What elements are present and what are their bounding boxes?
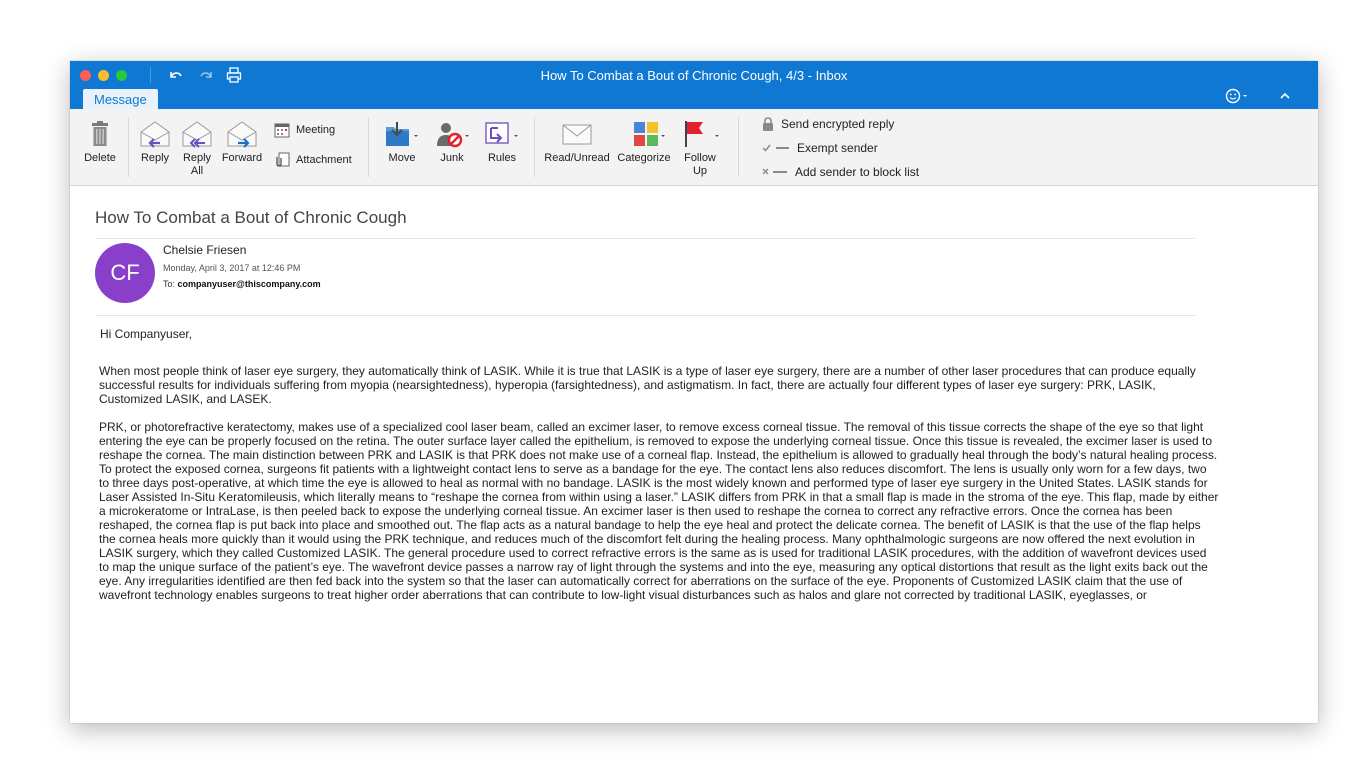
sender-name[interactable]: Chelsie Friesen [163,243,247,257]
categorize-icon [614,119,674,149]
message-paragraph: When most people think of laser eye surgery, they automatically think of LASIK. While it is true that LASIK is a type of laser eye surgery, there are a number of other laser procedures that can produce equally successful results for individuals suffering from myopia (nearsightedness), hyperopia (farsightedness), and astigmatism. In fact, there are actually four different types of laser eye surgery: PRK, LASIK, Customized LASIK, and LASEK. [99,364,1196,406]
rules-button[interactable]: Rules [482,119,522,165]
ribbon-divider [738,117,739,177]
block-sender-button[interactable]: Add sender to block list [762,165,919,179]
x-mark-icon [762,167,788,177]
trash-icon [82,119,118,149]
lock-icon [762,117,774,131]
recipient-line [163,279,321,289]
recipient-address[interactable]: companyuser@thiscompany.com [177,279,321,289]
forward-icon [220,119,264,149]
ribbon-divider [128,117,129,177]
meeting-button[interactable]: Meeting [274,122,335,138]
junk-button[interactable]: Junk [432,119,472,165]
flag-icon [678,119,722,149]
forward-button[interactable]: Forward [220,119,264,165]
attachment-button[interactable]: Attachment [274,152,352,168]
envelope-icon [544,119,610,149]
reply-all-icon [178,119,216,149]
message-greeting: Hi Companyuser, [100,327,193,341]
ribbon-divider [534,117,535,177]
window-title: How To Combat a Bout of Chronic Cough, 4/3 - Inbox [540,68,848,83]
delete-button[interactable]: Delete [82,119,118,165]
junk-person-block-icon [432,119,472,149]
message-subject: How To Combat a Bout of Chronic Cough [95,208,407,227]
send-encrypted-reply-button[interactable]: Send encrypted reply [762,117,894,131]
move-button[interactable]: Move [380,119,424,165]
checkmark-icon [762,143,790,153]
move-folder-icon [380,119,424,149]
reply-all-button[interactable]: Reply All [178,119,216,178]
message-reading-pane [70,186,1318,723]
read-unread-button[interactable]: Read/Unread [544,119,610,165]
reply-icon [136,119,174,149]
mail-window [70,61,1318,723]
tab-message[interactable]: Message [83,89,158,109]
message-paragraph: PRK, or photorefractive keratectomy, makes use of a specialized cool laser beam, called an excimer laser, to remove excess corneal tissue. The removal of this tissue corrects the shape of the eye so that light entering the eye can be properly focused on the retina. The outer surface layer called the epithelium, is removed to expose the underlying corneal tissue. Once this tissue is revealed, the excimer laser is used to reshape the cornea. The main distinction between PRK and LASIK is that PRK does not make use of a corneal flap. Instead, the epithelium is allowed to gradually heal through the body’s natural healing process. To protect the exposed cornea, surgeons fit patients with a lightweight contact lens to serve as a bandage for the eye. The contact lens also reduces discomfort. The lens is usually only worn for a few days, two to three days post-operative, at which time the eye is allowed to heal as normal with no bandage. LASIK is the most widely known and performed type of laser eye surgery in the United States. LASIK stands for Laser Assisted In-Situ Keratomileusis, which literally means to “reshape the cornea from within using a laser.” LASIK differs from PRK in that a small flap is made in the stroma of the eye. This flap, made by either a microkeratome or IntraLase, is then peeled back to expose the underlying corneal tissue. An excimer laser is then used to reshape the cornea to correct any refractive errors. Once the cornea has been reshaped, the cornea flap is put back into place and smoothed out. The flap acts as a natural bandage to help the eye heal and protect the delicate cornea. The benefit of LASIK is that the use of the flap helps the cornea heals more quickly than it would using the PRK technique, and reduces much of the discomfort felt during the healing process. Many ophthalmologic surgeons are now offered the next evolution in LASIK surgery, which they called Customized LASIK. The general procedure used to correct refractive errors is the same as is used for traditional LASIK procedures, with the addition of wavefront devices used to map the unique surface of the patient’s eye. The wavefront device passes a narrow ray of light through the systems and into the eye, measuring any optical distortions that result as the light exits back out the eye. Any irregularities identified are then fed back into the system so that the laser can automatically correct for aberrations on the surface of the eye. Proponents of Customized LASIK claim that the use of wavefront technology enables surgeons to treat higher order aberrations that can contribute to low-light visual disturbances such as halos and glare not corrected by traditional LASIK, eyeglasses, or [99,420,1219,602]
attachment-icon [274,152,290,168]
exempt-sender-button[interactable]: Exempt sender [762,141,878,155]
ribbon-toolbar [70,109,1318,186]
message-date: Monday, April 3, 2017 at 12:46 PM [163,263,301,273]
title-bar [70,61,1318,109]
rules-icon [482,119,522,149]
reply-button[interactable]: Reply [136,119,174,165]
collapse-ribbon-icon[interactable] [1276,87,1294,105]
to-label: To: [163,279,176,289]
categorize-button[interactable]: Categorize [614,119,674,165]
feedback-smiley-icon[interactable] [1225,87,1251,105]
calendar-icon [274,122,290,138]
ribbon-divider [368,117,369,177]
header-divider [95,238,1195,239]
body-divider [95,315,1195,316]
follow-up-button[interactable]: Follow Up [678,119,722,178]
sender-avatar[interactable]: CF [95,243,155,303]
